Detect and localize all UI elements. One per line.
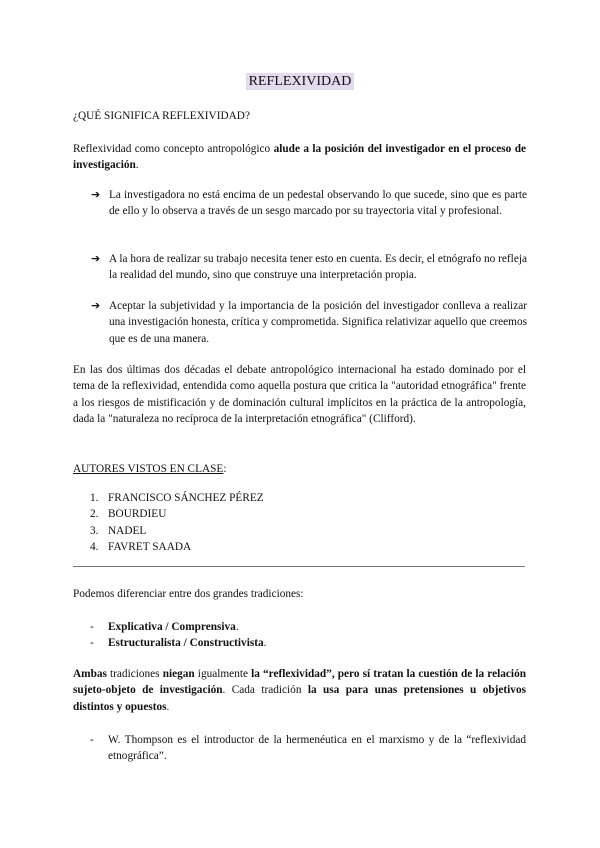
traditions-intro: Podemos diferenciar entre dos grandes tradiciones: [73,588,304,600]
list-item: - Explicativa / Comprensiva. [90,621,239,633]
debate-paragraph: En las dos últimas dos décadas el debate antropológico internacional ha estado dominado por el tema de la reflexividad, entendida como aquella postura que critica la "autoridad etnográfica" frente a los riesgos de mistificación y de dominación cultural implícitos en la práctica de la antropología, dada la "naturaleza no recíproca de la interpretación etnográfica" (Clifford). [73,364,526,426]
traditions-paragraph: Ambas tradiciones niegan igualmente la “reflexividad”, pero sí tratan la cuestión de la relación sujeto-objeto de investigación. Cada tradición la usa para unas pretensiones u objetivos distintos y opuestos. [73,668,526,713]
arrow-bullet-icon: ➔ [91,252,101,265]
section-question: ¿QUÉ SIGNIFICA REFLEXIVIDAD? [73,110,250,122]
list-item: 3. NADEL [90,524,147,537]
bullet-item: ➔ Aceptar la subjetividad y la importancia de la posición del investigador conlleva a realizar una investigación honesta, crítica y comprometida. Significa relativizar aquello que creemos que es de una manera. [91,299,527,345]
list-item: 4. FAVRET SAADA [90,540,192,553]
bullet-item: ➔ A la hora de realizar su trabajo necesita tener esto en cuenta. Es decir, el etnógrafo no refleja la realidad del mundo, sino que construye una interpretación propia. [91,252,527,282]
intro-paragraph: Reflexividad como concepto antropológico alude a la posición del investigador en el proceso de investigación. [73,143,527,172]
page-title: REFLEXIVIDAD [0,74,600,90]
list-item: 1. FRANCISCO SÁNCHEZ PÉREZ [90,492,264,504]
arrow-bullet-icon: ➔ [91,188,101,201]
arrow-bullet-icon: ➔ [91,299,101,312]
list-item: 2. BOURDIEU [90,508,167,521]
authors-list [90,490,264,555]
list-item: - Estructuralista / Constructivista. [90,637,267,650]
thompson-item: - W. Thompson es el introductor de la hermenéutica en el marxismo y de la “reflexividad etnográfica”. [90,734,526,763]
divider [73,566,525,567]
authors-heading: AUTORES VISTOS EN CLASE: [73,463,227,475]
bullet-item: ➔ La investigadora no está encima de un pedestal observando lo que sucede, sino que es parte de ello y lo observa a través de un sesgo marcado por su trayectoria vital y profesional. [91,188,527,218]
traditions-list [90,619,266,652]
